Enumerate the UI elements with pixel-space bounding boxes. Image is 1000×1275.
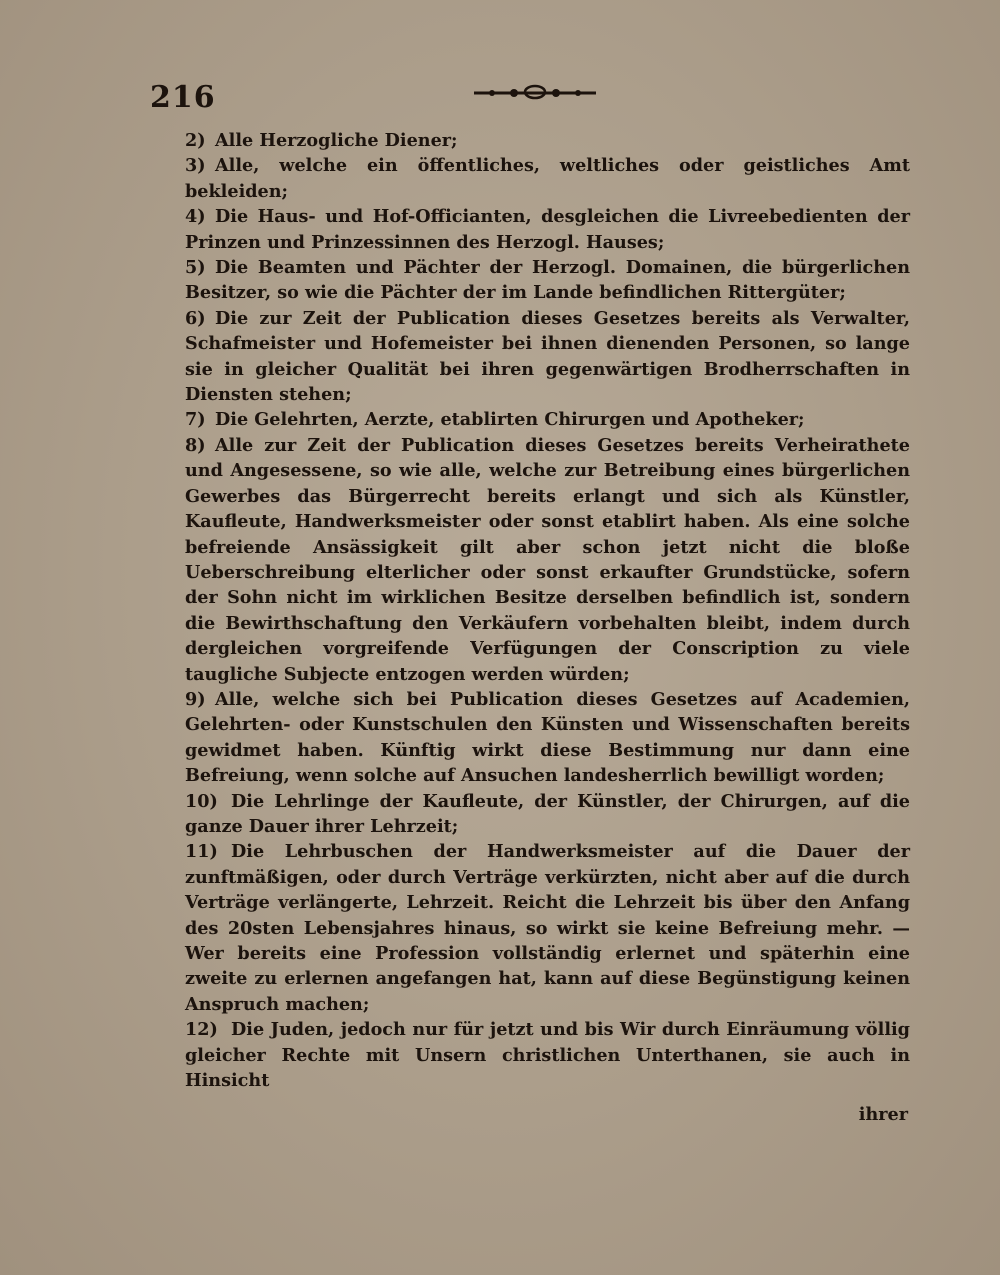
item-number: 2) [185, 130, 206, 151]
list-item [185, 306, 910, 408]
list-item [185, 433, 910, 687]
item-number: 5) [185, 257, 206, 279]
page-number: 216 [150, 80, 216, 115]
header-ornament [470, 84, 600, 100]
list-item [185, 128, 910, 153]
item-text: Die Lehrbuschen der Handwerksmeister auf die Dauer der zunftmäßigen, oder durch Verträge verkürzten, nicht aber auf die durch Verträge verlängerte, Lehrzeit. Reicht die Lehrzeit bis über den Anfang des 20sten Lebensjahres hinaus, so wirkt sie keine Befreiung mehr. — Wer bereits eine Profession vollständig erlernet und späterhin eine zweite zu erlernen angefangen hat, kann auf diese Begünstigung keinen Anspruch machen; [185, 841, 910, 1015]
catchword: ihrer [858, 1104, 908, 1125]
list-item [185, 255, 910, 306]
item-number: 8) [185, 434, 206, 456]
list-item [185, 839, 910, 1017]
list-item [185, 789, 910, 840]
body-text [185, 128, 910, 1093]
item-text: Die Juden, jedoch nur für jetzt und bis Wir durch Einräumung völlig gleicher Rechte mit Unsern christlichen Unterthanen, sie auch in Hinsicht [185, 1019, 910, 1092]
item-number: 9) [185, 688, 206, 710]
item-text: Die Beamten und Pächter der Herzogl. Domainen, die bürgerlichen Besitzer, so wie die Pächter der im Lande befindlichen Rittergüter; [185, 257, 910, 304]
item-text: Die zur Zeit der Publication dieses Gesetzes bereits als Verwalter, Schafmeister und Hofemeister bei ihnen dienenden Personen, so lange sie in gleicher Qualität bei ihren gegenwärtigen Brodherrschaften in Diensten stehen; [185, 307, 910, 406]
item-number: 4) [185, 206, 206, 228]
item-text: Alle Herzogliche Diener; [215, 130, 458, 151]
item-number: 12) [185, 1019, 218, 1041]
list-item [185, 407, 910, 432]
item-number: 10) [185, 790, 218, 812]
item-number: 11) [185, 841, 218, 863]
item-text: Die Lehrlinge der Kaufleute, der Künstler, der Chirurgen, auf die ganze Dauer ihrer Lehrzeit; [185, 790, 910, 837]
list-item [185, 1017, 910, 1093]
item-number: 7) [185, 409, 206, 431]
list-item [185, 687, 910, 789]
item-text: Alle, welche sich bei Publication dieses Gesetzes auf Academien, Gelehrten- oder Kunstschulen den Künsten und Wissenschaften bereits gewidmet haben. Künftig wirkt diese Bestimmung nur dann eine Befreiung, wenn solche auf Ansuchen landesherrlich bewilligt worden; [185, 688, 910, 787]
item-text: Die Gelehrten, Aerzte, etablirten Chirurgen und Apotheker; [215, 409, 805, 431]
item-text: Die Haus- und Hof-Officianten, desgleichen die Livreebedienten der Prinzen und Prinzessinnen des Herzogl. Hauses; [185, 206, 910, 253]
item-text: Alle zur Zeit der Publication dieses Gesetzes bereits Verheirathete und Angesessene, so wie alle, welche zur Betreibung eines bürgerlichen Gewerbes das Bürgerrecht bereits erlangt und sich als Künstler, Kaufleute, Handwerksmeister oder sonst etablirt haben. Als eine solche befreiende Ansässigkeit gilt aber schon jetzt nicht die bloße Ueberschreibung elterlicher oder sonst erkaufter Grundstücke, sofern der Sohn nicht im wirklichen Besitze derselben befindlich ist, sondern die Bewirthschaftung den Verkäufern vorbehalten bleibt, indem durch dergleichen vorgreifende Verfügungen der Conscription zu viele taugliche Subjecte entzogen werden würden; [185, 434, 910, 685]
item-text: Alle, welche ein öffentliches, weltliches oder geistliches Amt bekleiden; [185, 155, 910, 202]
item-number: 6) [185, 307, 206, 329]
list-item [185, 153, 910, 204]
item-number: 3) [185, 155, 206, 177]
list-item [185, 204, 910, 255]
